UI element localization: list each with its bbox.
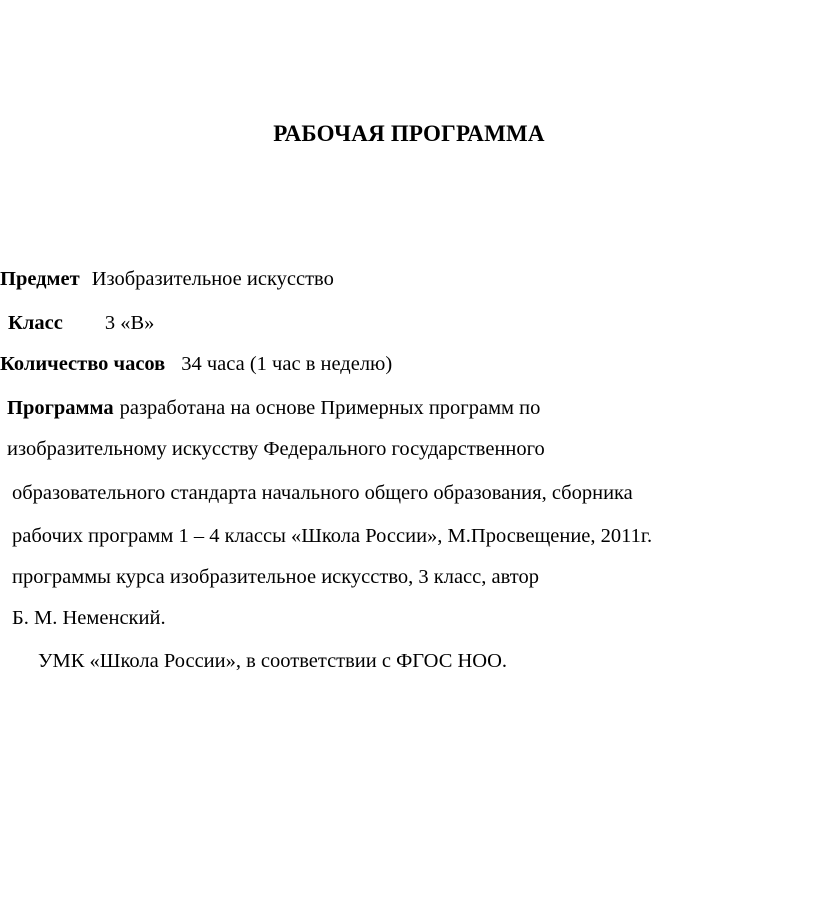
umk-line: УМК «Школа России», в соответствии с ФГОС НОО. bbox=[38, 650, 508, 672]
program-author-line: Б. М. Неменский. bbox=[12, 607, 166, 629]
subject-label: Предмет bbox=[0, 268, 80, 290]
program-text-line: образовательного стандарта начального общего образования, сборника bbox=[12, 482, 633, 504]
page-title: РАБОЧАЯ ПРОГРАММА bbox=[273, 121, 545, 146]
grade-value: 3 «В» bbox=[104, 312, 155, 334]
subject-line bbox=[0, 265, 334, 293]
hours-line bbox=[0, 350, 392, 378]
subject-value: Изобразительное искусство bbox=[91, 268, 334, 290]
program-line bbox=[7, 394, 540, 422]
program-text-line: разработана на основе Примерных программ по bbox=[119, 397, 541, 419]
grade-label: Класс bbox=[8, 312, 63, 334]
hours-value: 34 часа (1 час в неделю) bbox=[181, 353, 393, 375]
program-text-line: изобразительному искусству Федерального государственного bbox=[7, 438, 545, 460]
program-text-line: программы курса изобразительное искусство, 3 класс, автор bbox=[12, 566, 539, 588]
grade-line bbox=[8, 309, 154, 337]
program-text-line: рабочих программ 1 – 4 классы «Школа России», М.Просвещение, 2011г. bbox=[12, 525, 653, 547]
hours-label: Количество часов bbox=[0, 353, 166, 375]
program-label: Программа bbox=[7, 397, 114, 419]
